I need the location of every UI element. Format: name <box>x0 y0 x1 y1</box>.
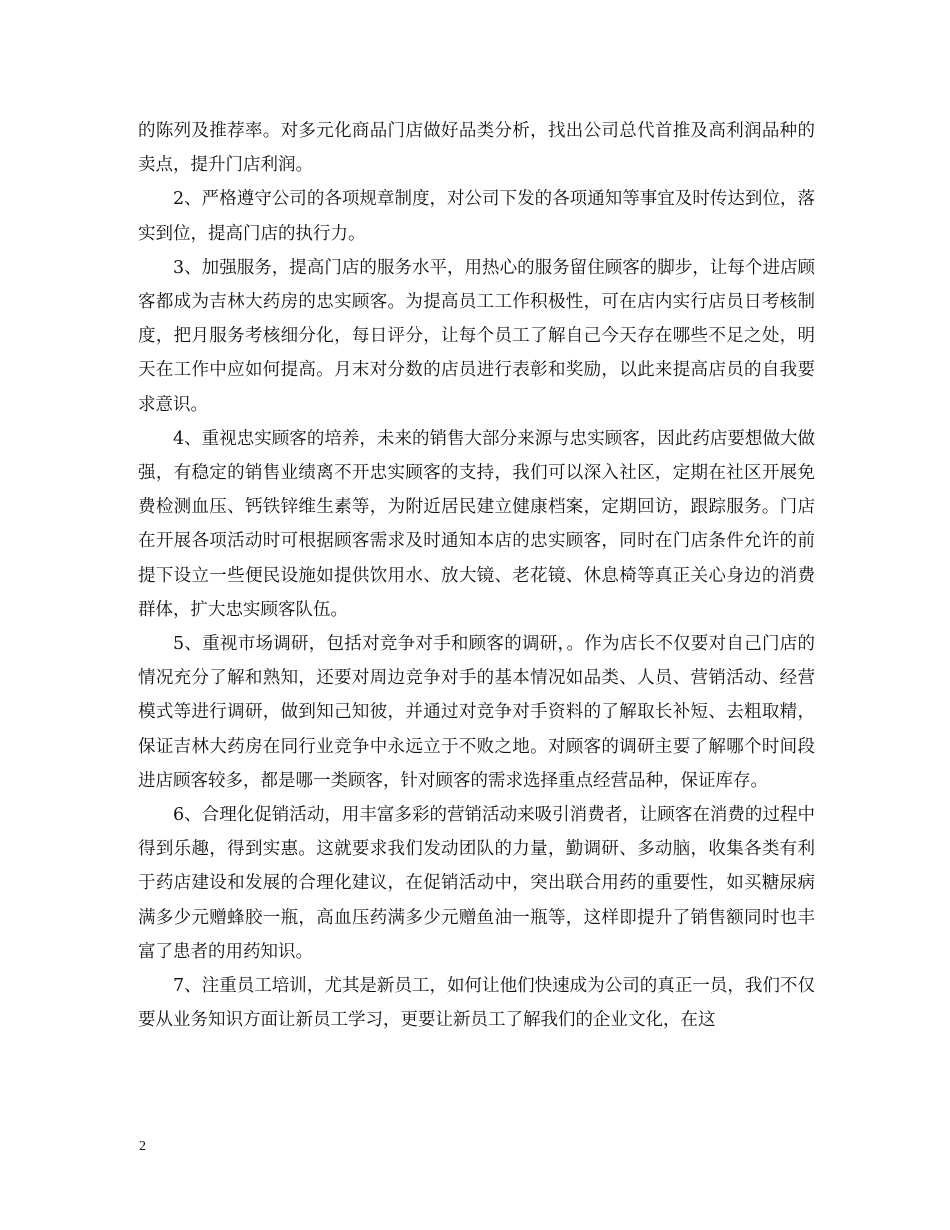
paragraph-item-4: 4、重视忠实顾客的培养，未来的销售大部分来源与忠实顾客，因此药店要想做大做强，有稳定的销售业绩离不开忠实顾客的支持，我们可以深入社区，定期在社区开展免费检测血压、钙铁锌维生素等，为附近居民建立健康档案，定期回访，跟踪服务。门店在开展各项活动时可根据顾客需求及时通知本店的忠实顾客，同时在门店条件允许的前提下设立一些便民设施如提供饮用水、放大镜、老花镜、休息椅等真正关心身边的消费群体，扩大忠实顾客队伍。 <box>138 428 815 620</box>
paragraph-item-6: 6、合理化促销活动，用丰富多彩的营销活动来吸引消费者，让顾客在消费的过程中得到乐趣，得到实惠。这就要求我们发动团队的力量，勤调研、多动脑，收集各类有利于药店建设和发展的合理化建议，在促销活动中，突出联合用药的重要性，如买糖尿病满多少元赠蜂胶一瓶，高血压药满多少元赠鱼油一瓶等，这样即提升了销售额同时也丰富了患者的用药知识。 <box>138 805 815 962</box>
paragraph-item-2: 2、严格遵守公司的各项规章制度，对公司下发的各项通知等事宜及时传达到位，落实到位，提高门店的执行力。 <box>138 189 815 244</box>
paragraph-item-5: 5、重视市场调研，包括对竞争对手和顾客的调研，。作为店长不仅要对自己门店的情况充分了解和熟知，还要对周边竞争对手的基本情况如品类、人员、营销活动、经营模式等进行调研，做到知己知彼，并通过对竞争对手资料的了解取长补短、去粗取精，保证吉林大药房在同行业竞争中永远立于不败之地。对顾客的调研主要了解哪个时间段进店顾客较多，都是哪一类顾客，针对顾客的需求选择重点经营品种，保证库存。 <box>138 634 815 791</box>
paragraph-continued: 的陈列及推荐率。对多元化商品门店做好品类分析，找出公司总代首推及高利润品种的卖点，提升门店利润。 <box>138 121 815 176</box>
document-body <box>138 114 815 1037</box>
paragraph-item-7: 7、注重员工培训，尤其是新员工，如何让他们快速成为公司的真正一员，我们不仅要从业务知识方面让新员工学习，更要让新员工了解我们的企业文化，在这 <box>138 976 815 1031</box>
paragraph-item-3: 3、加强服务，提高门店的服务水平，用热心的服务留住顾客的脚步，让每个进店顾客都成为吉林大药房的忠实顾客。为提高员工工作积极性，可在店内实行店员日考核制度，把月服务考核细分化，每日评分，让每个员工了解自己今天存在哪些不足之处，明天在工作中应如何提高。月末对分数的店员进行表彰和奖励，以此来提高店员的自我要求意识。 <box>138 257 815 415</box>
page-number: 2 <box>139 1139 146 1154</box>
